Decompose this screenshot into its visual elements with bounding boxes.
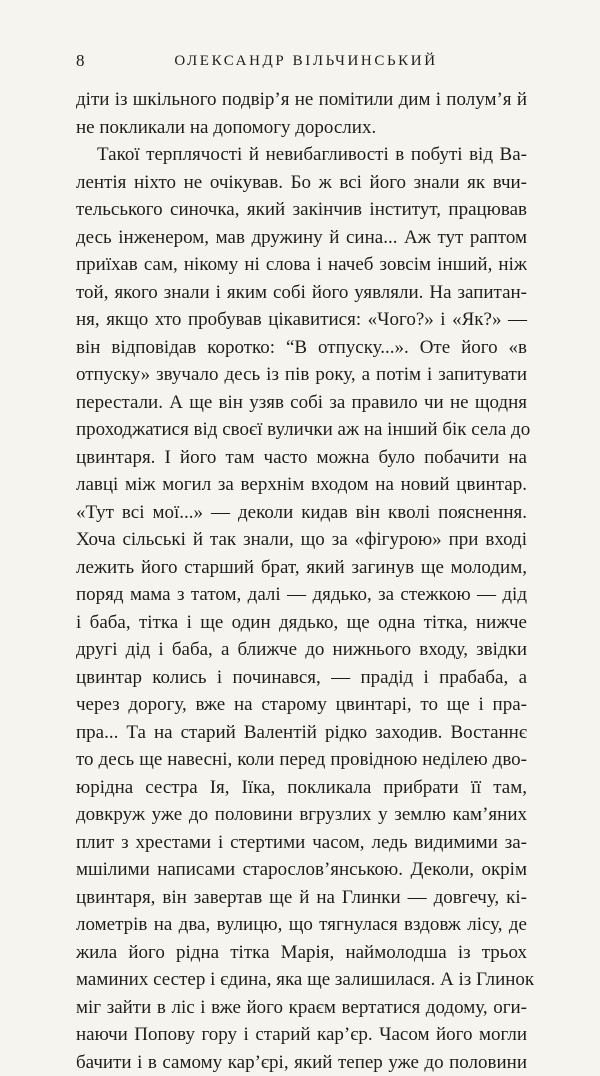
text-line: проходжатися від своєї вулички аж на інший бік села до	[76, 416, 527, 444]
text-line: приїхав сам, нікому ні слова і начеб зовсім інший, ніж	[76, 251, 527, 279]
text-line: не покликали на допомогу дорослих.	[76, 114, 527, 142]
running-title: ОЛЕКСАНДР ВІЛЬЧИНСЬКИЙ	[76, 46, 536, 76]
text-line: отпуску» звучало десь із пів року, а потім і запитувати	[76, 361, 527, 389]
text-line: бачити і в самому кар’єрі, який тепер уже до половини	[76, 1049, 527, 1076]
text-line: Хоча сільські й так знали, що за «фігурою» при вході	[76, 526, 527, 554]
text-line: діти із шкільного подвір’я не помітили дим і полум’я й	[76, 86, 527, 114]
text-line: плит з хрестами і стертими часом, ледь видимими за-	[76, 829, 527, 857]
text-line: жила його рідна тітка Марія, наймолодша із трьох	[76, 939, 527, 967]
text-line: десь інженером, мав дружину й сина... Аж тут раптом	[76, 224, 527, 252]
text-line: другі дід і баба, а ближче до нижнього входу, звідки	[76, 636, 527, 664]
text-line: маминих сестер і єдина, яка ще залишилася. А із Глинок	[76, 966, 527, 994]
text-line: він відповідав коротко: “В отпуску...». Оте його «в	[76, 334, 527, 362]
text-line: і баба, тітка і ще один дядько, ще одна тітка, нижче	[76, 609, 527, 637]
text-line: «Тут всі мої...» — деколи кидав він кволі пояснення.	[76, 499, 527, 527]
text-line: Такої терплячості й невибагливості в побуті від Ва-	[76, 141, 527, 169]
text-line: цвинтаря, він завертав ще й на Глинки — довгечу, кі-	[76, 884, 527, 912]
text-line: той, якого знали і яким собі його уявляли. На запитан-	[76, 279, 527, 307]
text-line: цвинтар колись і починався, — прадід і прабаба, а	[76, 664, 527, 692]
text-line: поряд мама з татом, далі — дядько, за стежкою — дід	[76, 581, 527, 609]
text-line: лавці між могил за верхнім входом на новий цвинтар.	[76, 471, 527, 499]
text-line: перестали. А ще він узяв собі за правило чи не щодня	[76, 389, 527, 417]
text-line: ня, якщо хто пробував цікавитися: «Чого?» і «Як?» —	[76, 306, 527, 334]
text-line: юрідна сестра Ія, Іїка, покликала прибрати її там,	[76, 774, 527, 802]
text-line: то десь ще навесні, коли перед провідною неділею дво-	[76, 746, 527, 774]
text-line: пра... Та на старий Валентій рідко заходив. Востаннє	[76, 719, 527, 747]
text-line: лометрів на два, вулицю, що тягнулася вздовж лісу, де	[76, 911, 527, 939]
text-line: лентія ніхто не очікував. Бо ж всі його знали як вчи-	[76, 169, 527, 197]
text-line: наючи Попову гору і старий кар’єр. Часом його могли	[76, 1021, 527, 1049]
text-line: через дорогу, вже на старому цвинтарі, то ще і пра-	[76, 691, 527, 719]
page-number: 8	[76, 46, 85, 76]
text-line: цвинтаря. І його там часто можна було побачити на	[76, 444, 527, 472]
text-line: тельського синочка, який закінчив інститут, працював	[76, 196, 527, 224]
text-line: лежить його старший брат, який загинув ще молодим,	[76, 554, 527, 582]
body-text	[76, 86, 527, 1076]
text-line: мшілими написами старослов’янською. Деколи, окрім	[76, 856, 527, 884]
text-line: довкруж уже до половини вгрузлих у землю кам’яних	[76, 801, 527, 829]
text-line: міг зайти в ліс і вже його краєм вертатися додому, оги-	[76, 994, 527, 1022]
page-header	[76, 46, 536, 76]
